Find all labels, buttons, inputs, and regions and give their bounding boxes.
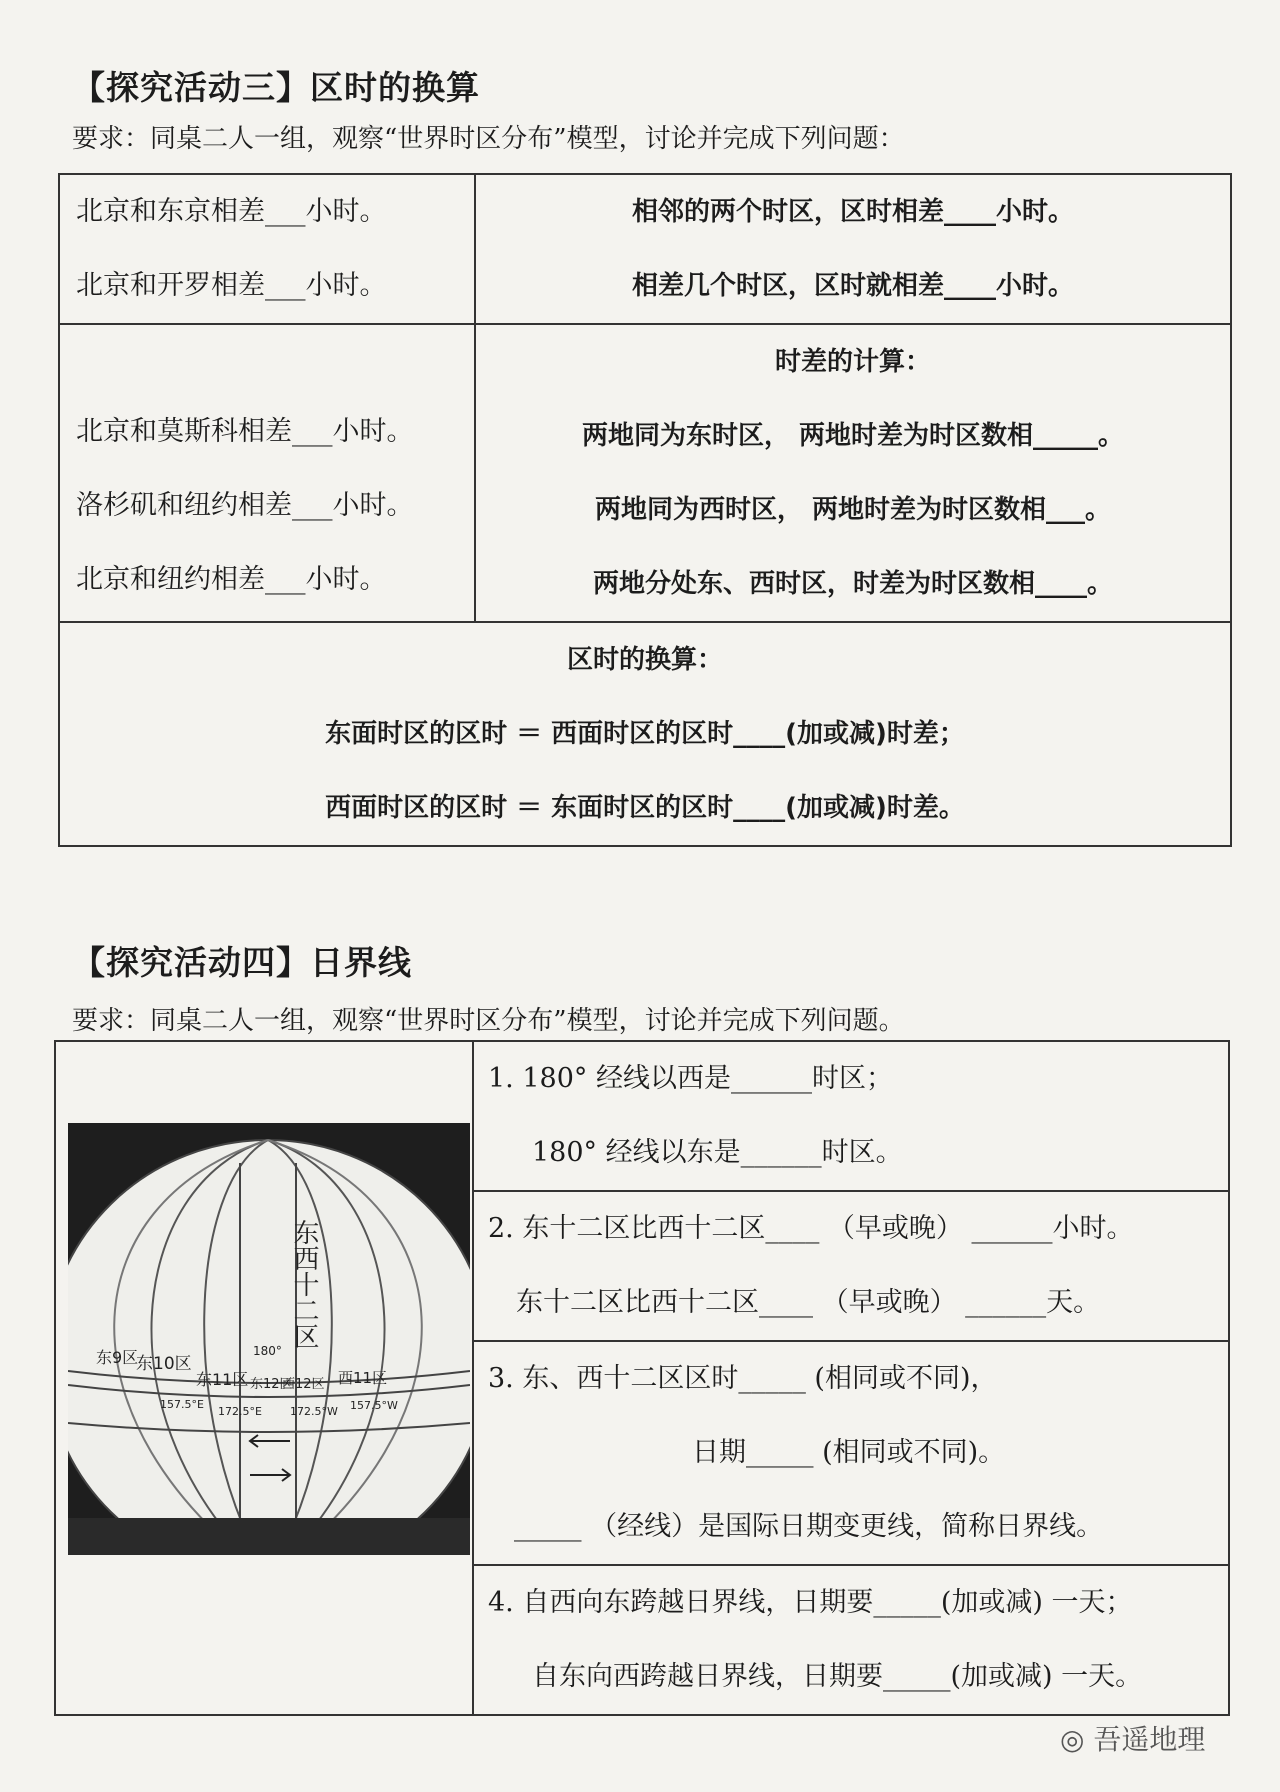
globe-zone-w12: 西12区 bbox=[282, 1377, 325, 1392]
activity3-title: 【探究活动三】区时的换算 bbox=[72, 68, 480, 107]
rule-both-east: 两地同为东时区， 两地时差为时区数相_____。 bbox=[581, 421, 1125, 451]
q1-east: 180° 经线以东是______时区。 bbox=[532, 1137, 903, 1168]
conversion-west: 西面时区的区时 ＝ 东面时区的区时____(加或减)时差。 bbox=[325, 793, 965, 823]
globe-label-vertical: 东西十二区 bbox=[289, 1219, 319, 1349]
row1-left-cell bbox=[59, 174, 475, 324]
globe-photo bbox=[68, 1123, 470, 1555]
globe-lon-1575e: 157.5°E bbox=[160, 1398, 204, 1411]
q4-west-to-east: 4. 自西向东跨越日界线，日期要_____(加或减) 一天； bbox=[488, 1587, 1133, 1618]
globe-lon-1725w: 172.5°W bbox=[290, 1405, 338, 1418]
q-la-newyork: 洛杉矶和纽约相差___小时。 bbox=[76, 490, 414, 521]
activity4-table bbox=[54, 1040, 1230, 1716]
conversion-east: 东面时区的区时 ＝ 西面时区的区时____(加或减)时差； bbox=[325, 719, 965, 749]
q2-cell bbox=[473, 1191, 1229, 1341]
wechat-icon: ◎ bbox=[1060, 1723, 1085, 1756]
globe-zone-e12: 东12区 bbox=[250, 1377, 293, 1392]
activity4-requirement: 要求：同桌二人一组，观察“世界时区分布”模型，讨论并完成下列问题。 bbox=[72, 1006, 905, 1036]
q1-west: 1. 180° 经线以西是______时区； bbox=[488, 1063, 893, 1094]
activity3-table bbox=[58, 173, 1232, 847]
row2-left-cell bbox=[59, 324, 475, 622]
globe-label-180: 180° bbox=[253, 1344, 282, 1358]
rule-east-west: 两地分处东、西时区，时差为时区数相____。 bbox=[592, 569, 1113, 599]
globe-cell bbox=[55, 1041, 473, 1715]
q-beijing-newyork: 北京和纽约相差___小时。 bbox=[76, 564, 387, 595]
q-beijing-moscow: 北京和莫斯科相差___小时。 bbox=[76, 416, 414, 447]
q-zone-difference: 相差几个时区，区时就相差____小时。 bbox=[631, 271, 1074, 301]
globe-illustration bbox=[68, 1123, 470, 1555]
activity3-requirement: 要求：同桌二人一组，观察“世界时区分布”模型，讨论并完成下列问题： bbox=[72, 124, 905, 154]
globe-zone-e10: 东10区 bbox=[136, 1354, 192, 1374]
q-adjacent-zones: 相邻的两个时区，区时相差____小时。 bbox=[631, 197, 1074, 227]
activity4-title: 【探究活动四】日界线 bbox=[72, 943, 412, 982]
q3-cell bbox=[473, 1341, 1229, 1565]
q1-cell bbox=[473, 1041, 1229, 1191]
q-beijing-cairo: 北京和开罗相差___小时。 bbox=[76, 270, 387, 301]
q-beijing-tokyo: 北京和东京相差___小时。 bbox=[76, 196, 387, 227]
row2-right-cell bbox=[475, 324, 1231, 622]
q3-date: 日期_____ (相同或不同)。 bbox=[692, 1437, 1006, 1468]
conversion-title: 区时的换算： bbox=[566, 645, 723, 675]
globe-lon-1725e: 172.5°E bbox=[218, 1405, 262, 1418]
q3-dateline: _____ （经线）是国际日期变更线，简称日界线。 bbox=[514, 1511, 1104, 1542]
q2-days: 东十二区比西十二区____ （早或晚） ______天。 bbox=[516, 1287, 1101, 1318]
q4-east-to-west: 自东向西跨越日界线，日期要_____(加或减) 一天。 bbox=[532, 1661, 1143, 1692]
row3-cell bbox=[59, 622, 1231, 846]
globe-zone-e9: 东9区 bbox=[96, 1348, 139, 1367]
q2-hours: 2. 东十二区比西十二区____ （早或晚） ______小时。 bbox=[488, 1213, 1134, 1244]
watermark-text: 吾遥地理 bbox=[1093, 1723, 1206, 1756]
globe-zone-e11: 东11区 bbox=[196, 1370, 249, 1389]
globe-zone-w11: 西11区 bbox=[338, 1369, 388, 1387]
q3-zone-time: 3. 东、西十二区区时_____ (相同或不同)， bbox=[488, 1363, 998, 1394]
watermark bbox=[1060, 1718, 1205, 1758]
rule-both-west: 两地同为西时区， 两地时差为时区数相___。 bbox=[594, 495, 1112, 525]
time-diff-title: 时差的计算： bbox=[774, 347, 931, 377]
row1-right-cell bbox=[475, 174, 1231, 324]
globe-lon-1575w: 157.5°W bbox=[350, 1399, 398, 1412]
q4-cell bbox=[473, 1565, 1229, 1715]
